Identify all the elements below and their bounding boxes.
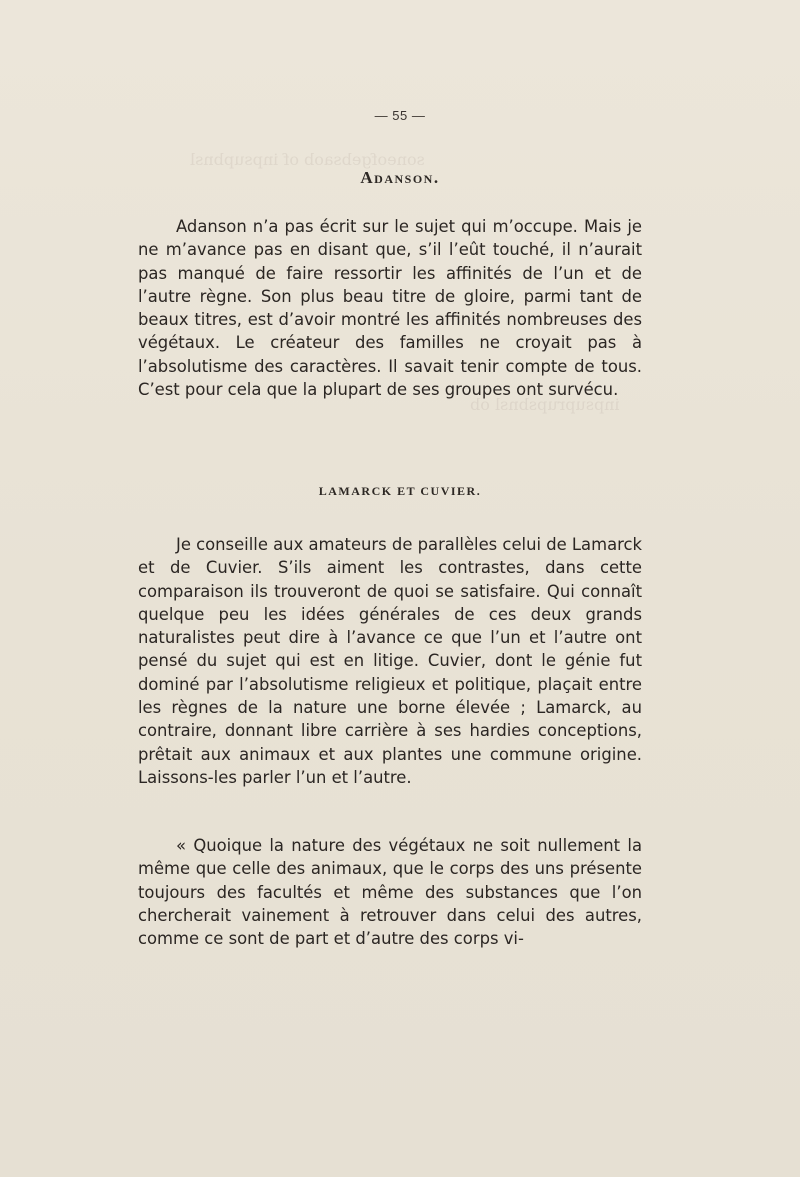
paragraph-lamarck-cuvier xyxy=(138,533,642,789)
paragraph-text: Je conseille aux amateurs de parallèles celui de Lamarck et de Cuvier. S’ils aiment les contrastes, dans cette comparaison ils trouveront de quoi se satisfaire. Qui connaît quelque peu les idées générales de ces deux grands naturalistes peut dire à l’avance ce que l’un et l’autre ont pensé du sujet qui est en litige. Cuvier, dont le génie fut dominé par l’absolutisme religieux et politique, plaçait entre les règnes de la nature une borne élevée ; Lamarck, au contraire, donnant libre carrière à ses hardies conceptions, prêtait aux animaux et aux plantes une commune origine. Laissons-les parler l’un et l’autre. xyxy=(138,535,642,787)
section-title: Adanson. xyxy=(360,168,440,187)
paragraph-quotation xyxy=(138,834,642,950)
paragraph-text: « Quoique la nature des végétaux ne soit nullement la même que celle des animaux, que le corps des uns présente toujours des facultés et même des substances que l’on chercherait vainement à retrouver dans celui des autres, comme ce sont de part et d’autre des corps vi- xyxy=(138,836,642,949)
page-number: — 55 — xyxy=(374,108,426,123)
bleed-through-text: inpsuprupsbnsl ob xyxy=(470,395,620,414)
paragraph-adanson xyxy=(138,215,642,401)
paragraph-text: Adanson n’a pas écrit sur le sujet qui m’occupe. Mais je ne m’avance pas en disant que, s’il l’eût touché, il n’aurait pas manqué de faire ressortir les affinités de l’un et de l’autre règne. Son plus beau titre de gloire, parmi tant de beaux titres, est d’avoir montré les affinités nombreuses des végétaux. Le créateur des familles ne croyait pas à l’absolutisme des caractères. Il savait tenir compte de tous. C’est pour cela que la plupart de ses groupes ont survécu. xyxy=(138,217,642,400)
bleed-through-text: soneofgebsaob of inpsupbnsl xyxy=(190,150,425,169)
subheading-lamarck-cuvier: LAMARCK ET CUVIER. xyxy=(318,484,482,498)
